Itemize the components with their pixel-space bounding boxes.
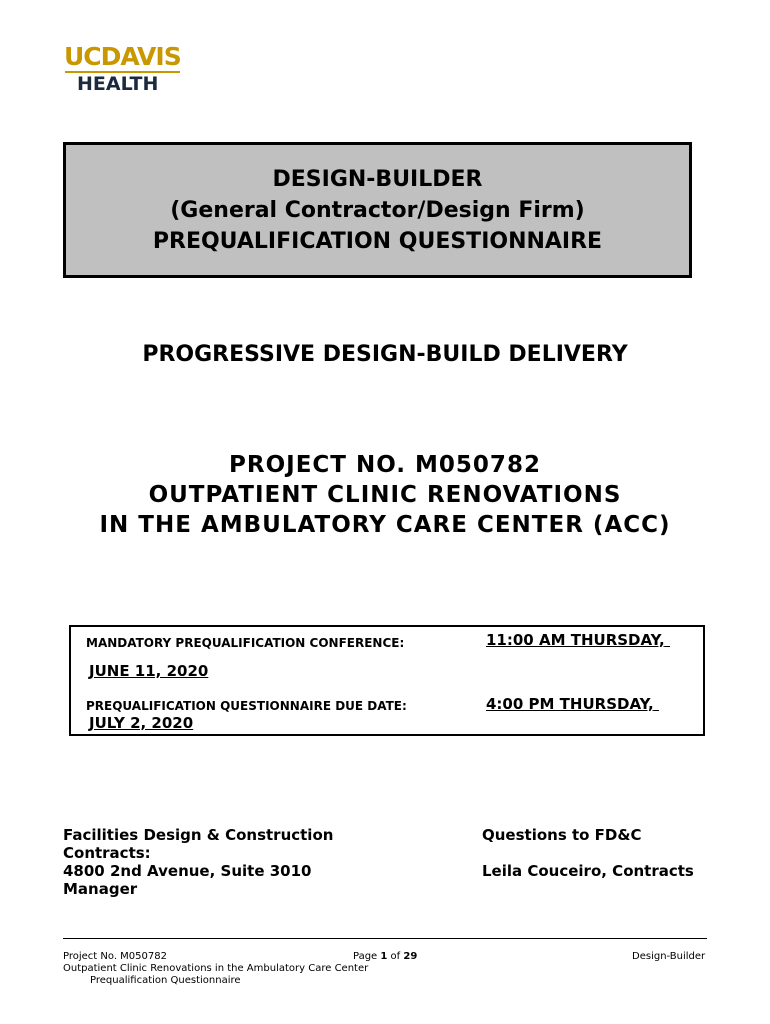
footer-project-name: Outpatient Clinic Renovations in the Ambulatory Care Center — [63, 963, 369, 974]
logo-ucdavis-text: UCDAVIS — [64, 42, 181, 71]
logo-health-text: HEALTH — [77, 73, 159, 95]
project-location: IN THE AMBULATORY CARE CENTER (ACC) — [99, 512, 671, 538]
title-line-2: (General Contractor/Design Firm) — [170, 197, 585, 223]
delivery-method-heading: PROGRESSIVE DESIGN-BUILD DELIVERY — [142, 342, 628, 367]
office-address-block — [63, 826, 333, 898]
document-title-box — [63, 142, 692, 278]
questions-heading: Questions to FD&C — [482, 826, 642, 844]
project-name: OUTPATIENT CLINIC RENOVATIONS — [148, 482, 622, 508]
title-line-3: PREQUALIFICATION QUESTIONNAIRE — [152, 228, 603, 254]
due-time: 4:00 PM THURSDAY, — [486, 695, 654, 713]
footer-divider — [63, 938, 707, 939]
office-line-3: 4800 2nd Avenue, Suite 3010 — [63, 862, 312, 880]
conference-time: 11:00 AM THURSDAY, — [486, 631, 665, 649]
conference-label: MANDATORY PREQUALIFICATION CONFERENCE: — [86, 636, 405, 650]
uc-davis-health-logo — [64, 44, 184, 96]
conference-date: JUNE 11, 2020 — [89, 662, 209, 680]
footer-page-number: Page 1 of 29 — [353, 951, 418, 962]
footer-project-number: Project No. M050782 — [63, 951, 167, 962]
footer-document-name: Prequalification Questionnaire — [90, 975, 241, 986]
project-number: PROJECT NO. M050782 — [229, 452, 541, 478]
office-line-4: Manager — [63, 880, 138, 898]
project-heading — [0, 450, 770, 540]
title-line-1: DESIGN-BUILDER — [272, 166, 483, 192]
due-date: JULY 2, 2020 — [89, 714, 194, 732]
due-date-label: PREQUALIFICATION QUESTIONNAIRE DUE DATE: — [86, 699, 407, 713]
office-line-2: Contracts: — [63, 844, 151, 862]
footer-document-type: Design-Builder — [632, 951, 706, 962]
key-dates-box — [69, 625, 705, 736]
office-line-1: Facilities Design & Construction — [63, 826, 334, 844]
contact-name: Leila Couceiro, Contracts — [482, 862, 694, 880]
questions-contact-block — [482, 826, 694, 880]
